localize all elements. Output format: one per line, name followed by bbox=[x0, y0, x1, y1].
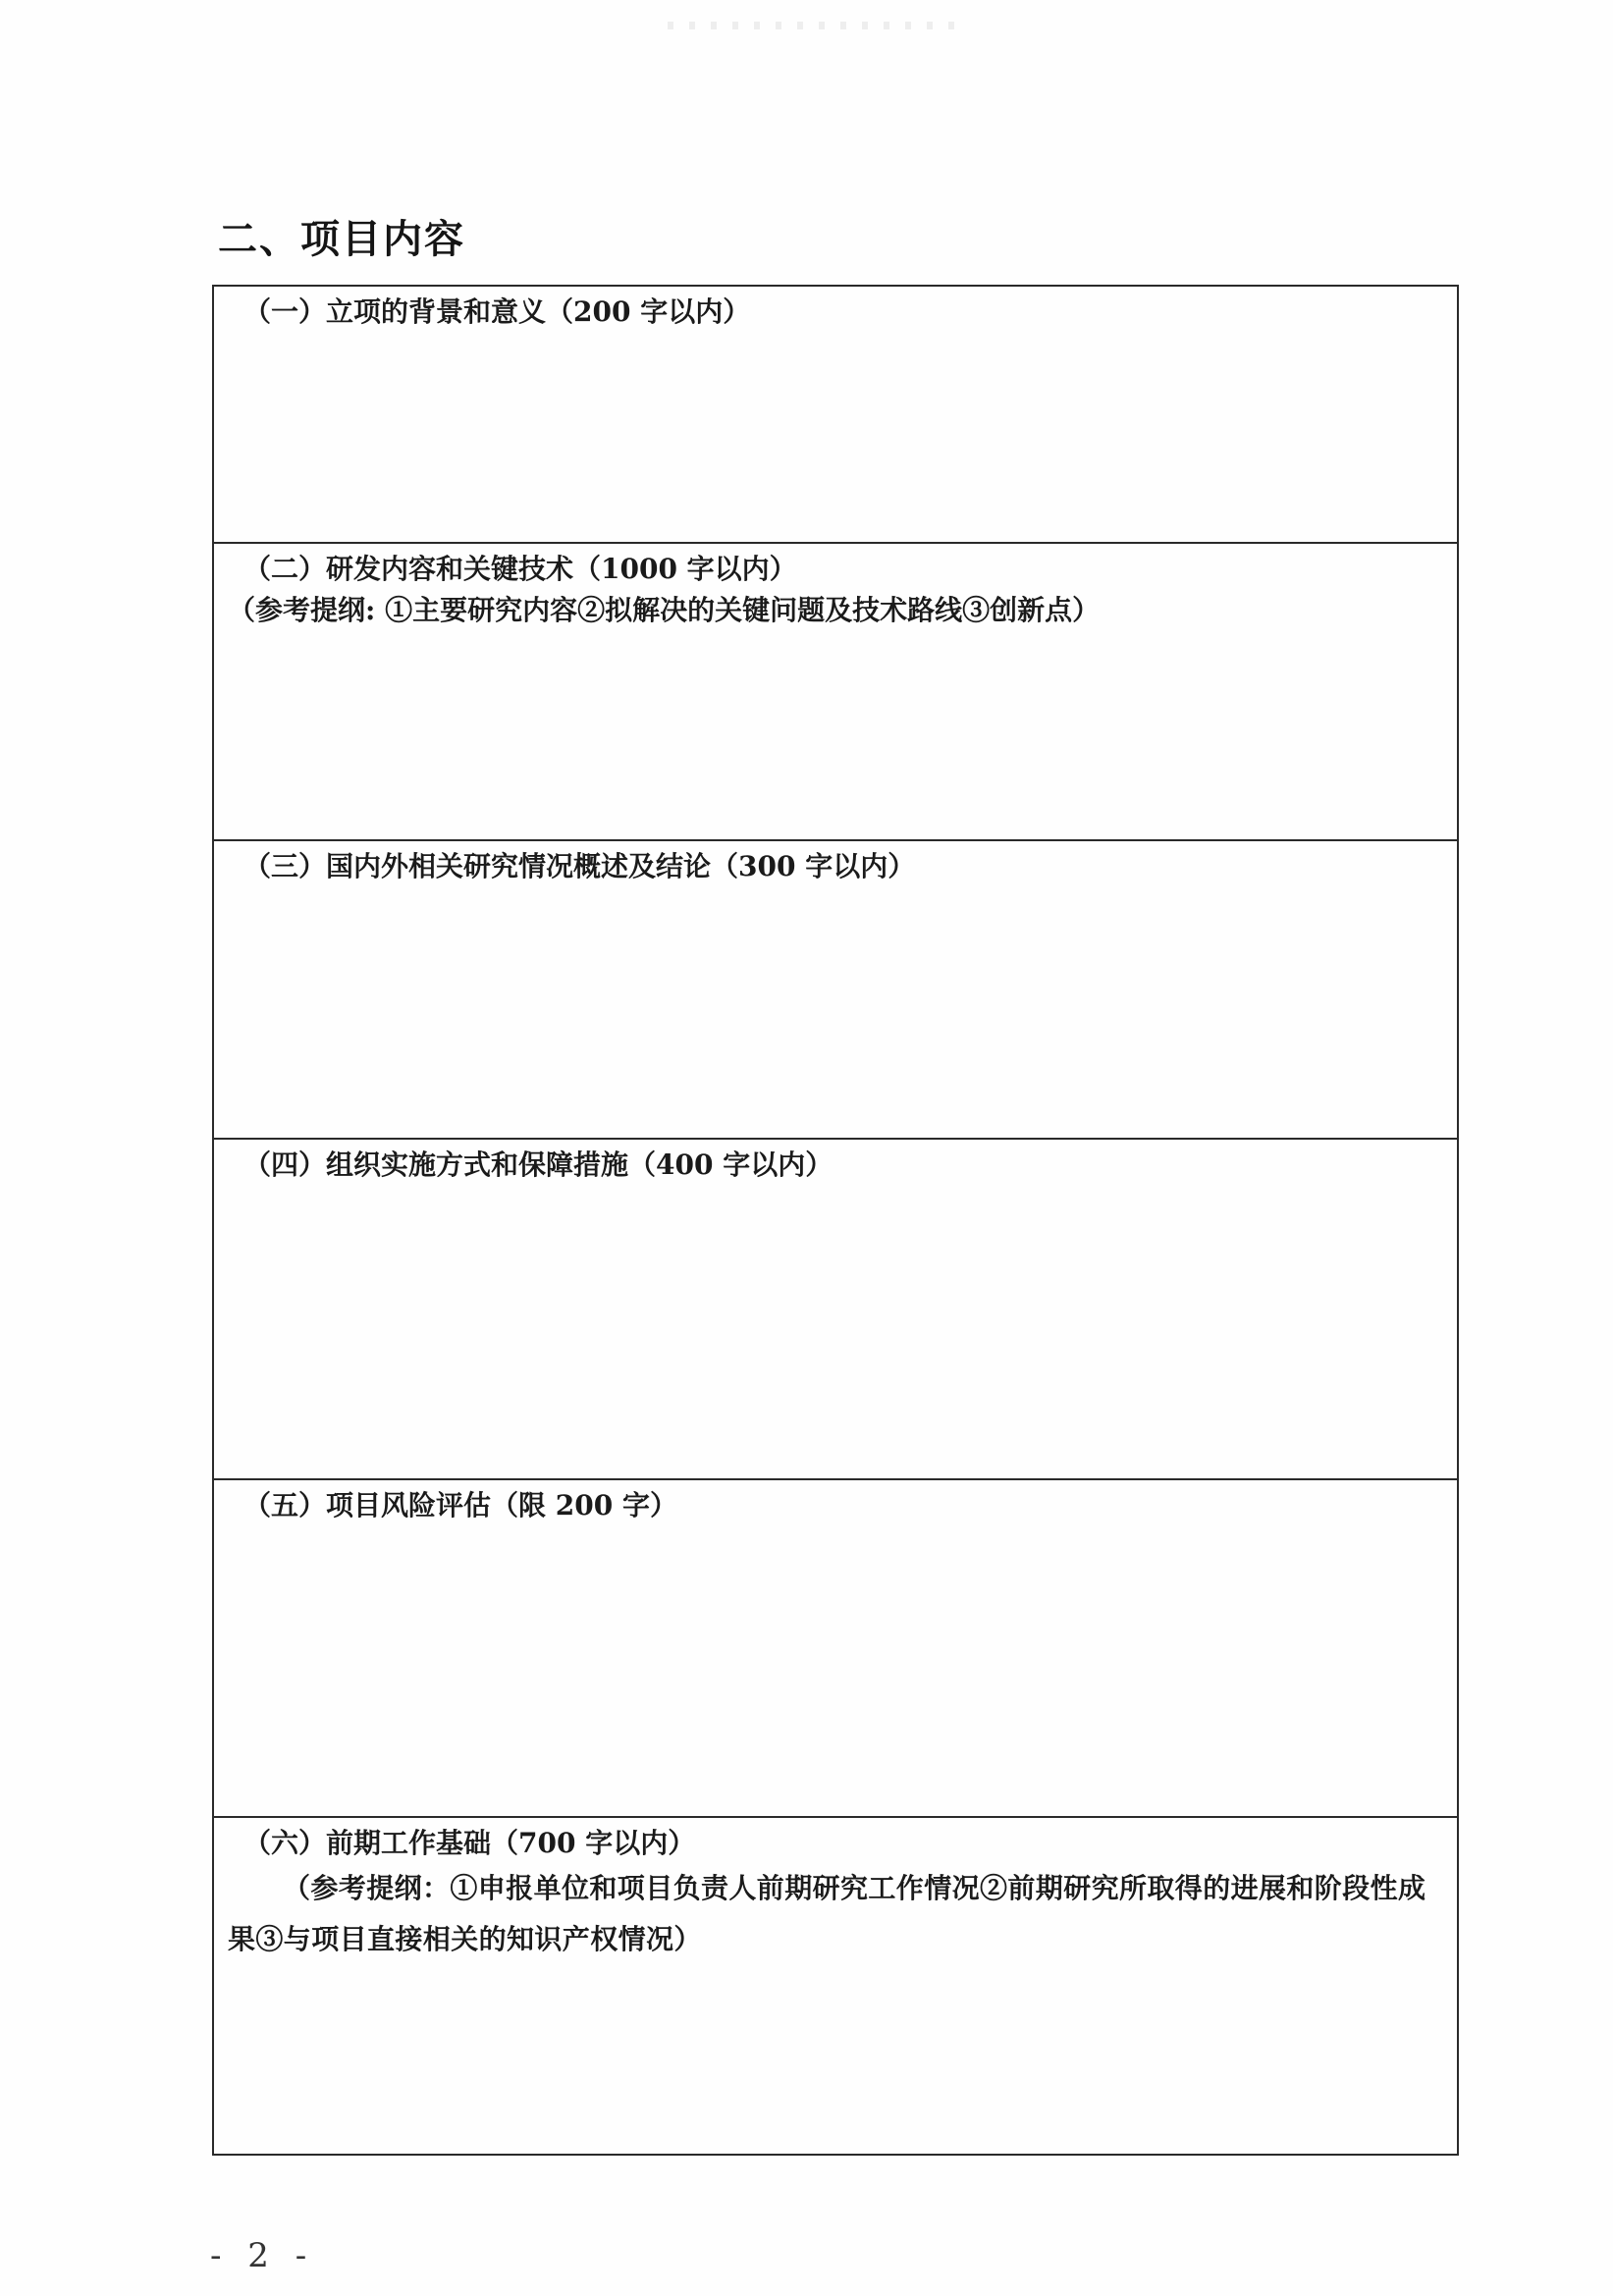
page-number: - 2 - bbox=[210, 2236, 315, 2275]
form-cell-prior-work[interactable] bbox=[214, 1818, 1457, 2154]
form-cell-research-content[interactable] bbox=[214, 544, 1457, 841]
cell-title: （二）研发内容和关键技术（1000 字以内） bbox=[243, 553, 797, 585]
form-cell-implementation[interactable] bbox=[214, 1140, 1457, 1480]
cell-title: （三）国内外相关研究情况概述及结论（300 字以内） bbox=[243, 850, 916, 882]
cell-title: （五）项目风险评估（限 200 字） bbox=[243, 1489, 677, 1522]
cell-note: （参考提纲：①申报单位和项目负责人前期研究工作情况②前期研究所取得的进展和阶段性成果③与项目直接相关的知识产权情况） bbox=[228, 1872, 1426, 1955]
section-heading: 二、项目内容 bbox=[218, 217, 465, 262]
cell-note: （参考提纲: ①主要研究内容②拟解决的关键问题及技术路线③创新点） bbox=[228, 594, 1101, 626]
form-cell-related-research[interactable] bbox=[214, 841, 1457, 1140]
form-cell-background[interactable] bbox=[214, 287, 1457, 544]
cell-title: （六）前期工作基础（700 字以内） bbox=[243, 1827, 696, 1859]
cell-title: （四）组织实施方式和保障措施（400 字以内） bbox=[243, 1148, 833, 1181]
cell-title: （一）立项的背景和意义（200 字以内） bbox=[243, 295, 751, 328]
project-content-table bbox=[212, 285, 1459, 2156]
form-cell-risk-assessment[interactable] bbox=[214, 1480, 1457, 1818]
scan-artifact bbox=[668, 22, 962, 29]
